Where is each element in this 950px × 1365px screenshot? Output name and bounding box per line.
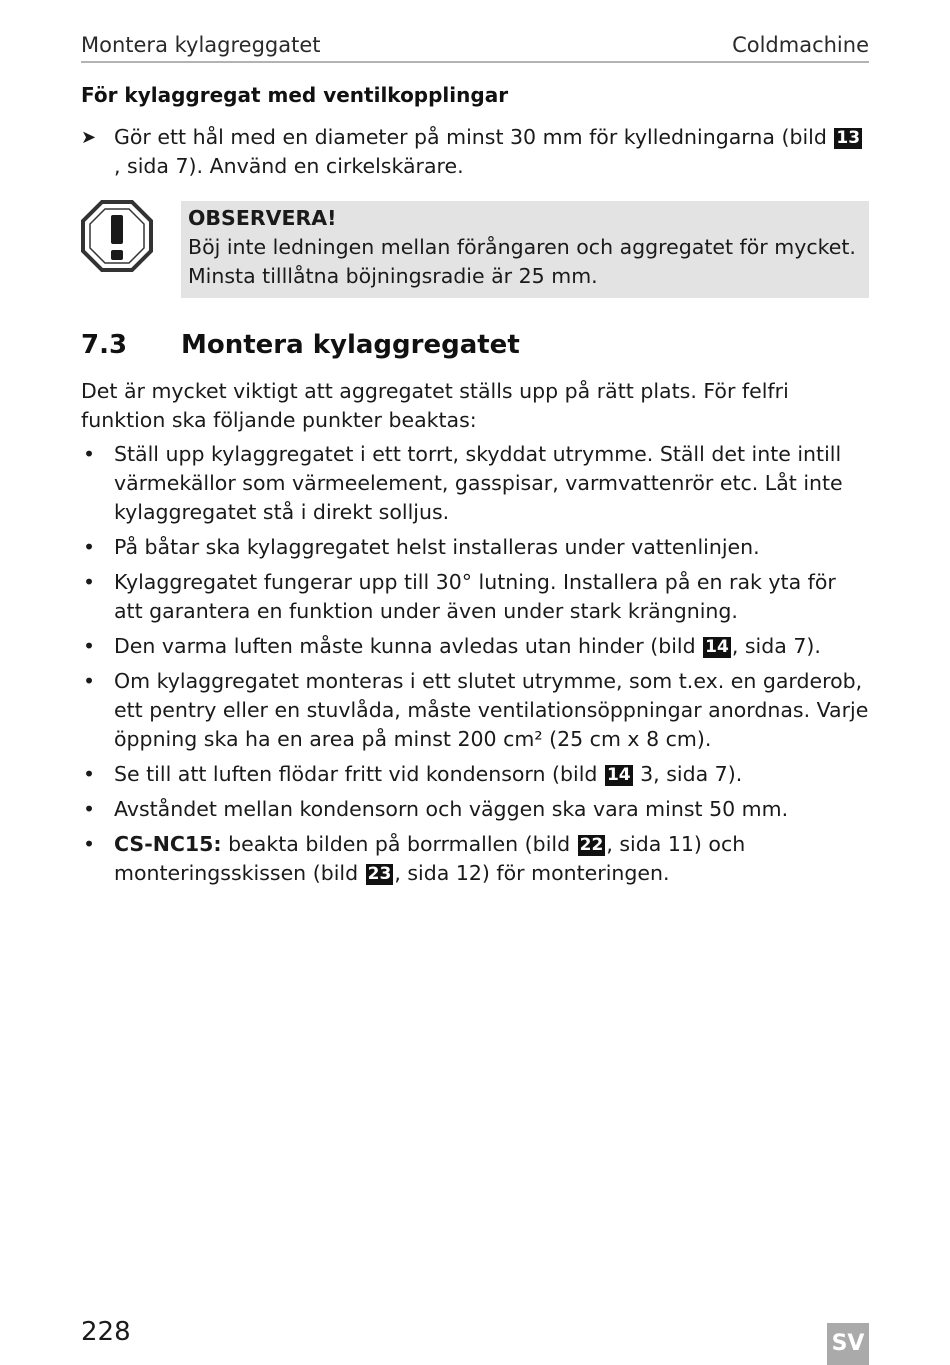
model-label: CS-NC15: bbox=[114, 832, 222, 856]
figure-ref-badge: 23 bbox=[367, 864, 392, 884]
figure-ref-badge: 14 bbox=[705, 637, 729, 657]
bullet-icon: • bbox=[83, 797, 96, 821]
bullet-text: Den varma luften måste kunna avledas utan hinder (bild bbox=[114, 634, 696, 658]
bullet-icon: • bbox=[83, 762, 96, 786]
bullet-text: beakta bilden på borrmallen (bild bbox=[221, 832, 571, 856]
manual-page bbox=[81, 0, 869, 1365]
bullet-icon: • bbox=[83, 634, 96, 658]
list-item bbox=[81, 760, 869, 789]
bullet-text: , sida 12) för monteringen. bbox=[394, 861, 670, 885]
list-item bbox=[81, 795, 869, 824]
bullet-text: På båtar ska kylaggregatet helst installeras under vattenlinjen. bbox=[114, 535, 760, 559]
warning-octagon-icon bbox=[81, 200, 153, 272]
running-header bbox=[81, 31, 869, 63]
list-item bbox=[81, 568, 869, 626]
step-text-after: , sida 7). Använd en cirkelskärare. bbox=[114, 154, 464, 178]
bullet-list bbox=[81, 440, 869, 894]
notice-box bbox=[181, 201, 869, 298]
bullet-icon: • bbox=[83, 535, 96, 559]
bullet-text: Se till att luften flödar fritt vid kondensorn (bild bbox=[114, 762, 598, 786]
bullet-icon: • bbox=[83, 442, 96, 466]
list-item bbox=[81, 830, 869, 888]
notice-body: Böj inte ledningen mellan förångaren och aggregatet för mycket. Minsta tilllåtna böjningsradie är 25 mm. bbox=[188, 235, 856, 288]
bullet-text: Om kylaggregatet monteras i ett slutet utrymme, som t.ex. en garderob, ett pentry eller en stuvlåda, måste ventilationsöppningar anordnas. Varje öppning ska ha en area på minst 200 cm² (25 cm x 8 cm). bbox=[114, 669, 869, 751]
page-number: 228 bbox=[81, 1317, 131, 1347]
step-text-before: Gör ett hål med en diameter på minst 30 mm för kylledningarna (bild bbox=[114, 125, 827, 149]
bullet-text: Avståndet mellan kondensorn och väggen ska vara minst 50 mm. bbox=[114, 797, 789, 821]
instruction-step bbox=[81, 123, 869, 181]
bullet-icon: • bbox=[83, 832, 96, 856]
bullet-text: 3, sida 7). bbox=[633, 762, 743, 786]
list-item bbox=[81, 632, 869, 661]
bullet-text: Kylaggregatet fungerar upp till 30° lutning. Installera på en rak yta för att garantera en funktion under även under stark krängning. bbox=[114, 570, 836, 623]
figure-ref-badge: 14 bbox=[606, 765, 631, 785]
bullet-text: Ställ upp kylaggregatet i ett torrt, skyddat utrymme. Ställ det inte intill värmekällor som värmeelement, gasspisar, varmvattenrör etc. Låt inte kylaggregatet stå i direkt solljus. bbox=[114, 442, 843, 524]
bullet-text: , sida 11) och monteringsskissen (bild bbox=[114, 832, 746, 885]
section-title: Montera kylaggregatet bbox=[181, 330, 520, 360]
figure-ref-badge: 13 bbox=[836, 128, 861, 148]
section-number: 7.3 bbox=[81, 330, 128, 360]
subheading: För kylaggregat med ventilkopplingar bbox=[81, 83, 509, 107]
language-tab: SV bbox=[827, 1323, 869, 1365]
list-item bbox=[81, 667, 869, 754]
step-arrow-icon: ➤ bbox=[81, 127, 97, 148]
list-item bbox=[81, 533, 869, 562]
bullet-icon: • bbox=[83, 570, 96, 594]
header-chapter-title: Montera kylagreggatet bbox=[81, 33, 321, 57]
bullet-text: , sida 7). bbox=[731, 634, 821, 658]
figure-ref-badge: 22 bbox=[579, 835, 604, 855]
list-item bbox=[81, 440, 869, 527]
bullet-icon: • bbox=[83, 669, 96, 693]
section-heading bbox=[81, 327, 869, 363]
notice-title: OBSERVERA! bbox=[188, 206, 337, 230]
intro-paragraph: Det är mycket viktigt att aggregatet ställs upp på rätt plats. För felfri funktion ska följande punkter beaktas: bbox=[81, 379, 789, 432]
header-product-name: Coldmachine bbox=[732, 33, 869, 57]
step-text bbox=[114, 123, 869, 181]
